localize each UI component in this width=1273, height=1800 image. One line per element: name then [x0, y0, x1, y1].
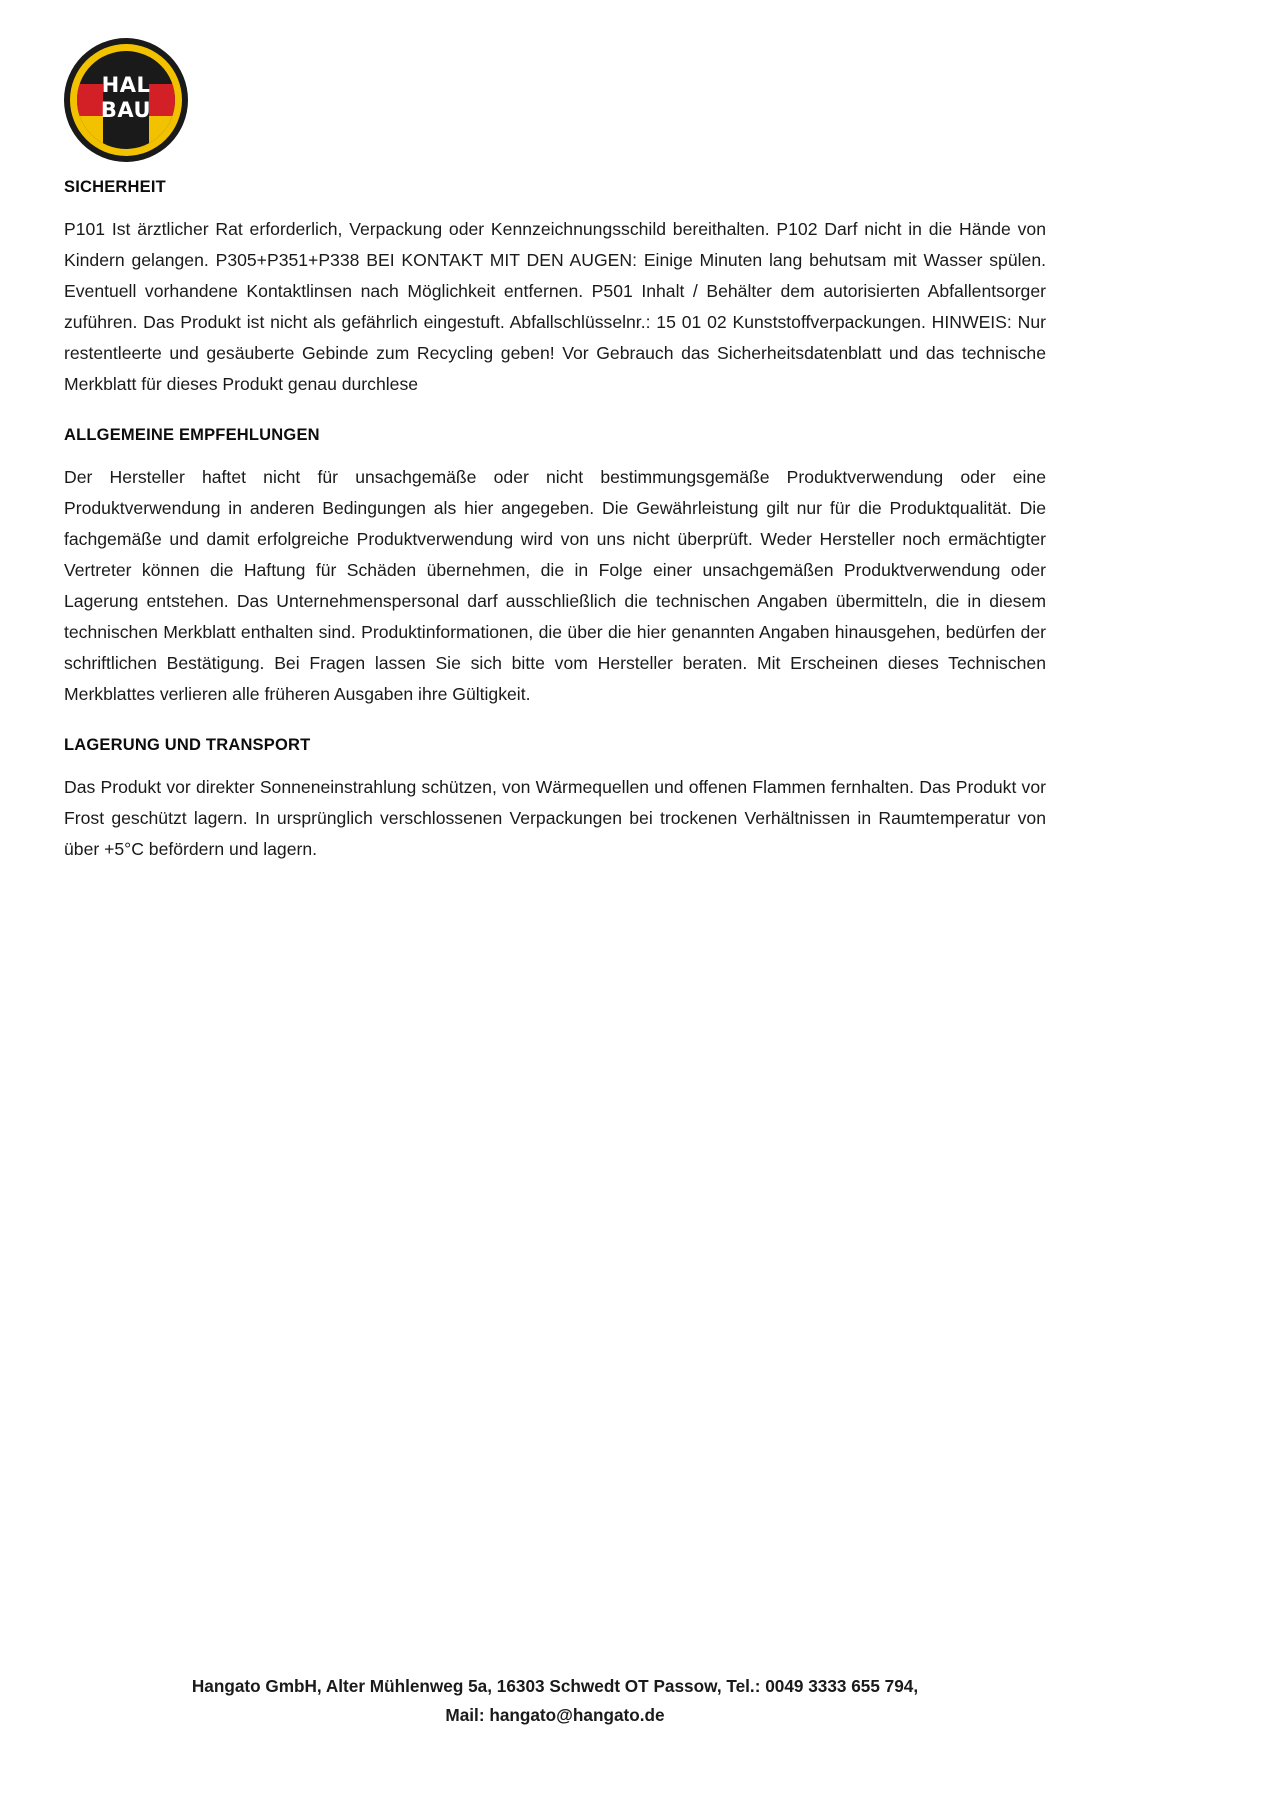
section-paragraph: P101 Ist ärztlicher Rat erforderlich, Verpackung oder Kennzeichnungsschild bereithalten. P102 Darf nicht in die Hände von Kindern gelangen. P305+P351+P338 BEI KONTAKT MIT DEN AUGEN: Einige Minuten lang behutsam mit Wasser spülen. Eventuell vorhandene Kontaktlinsen nach Möglichkeit entfernen. P501 Inhalt / Behälter dem autorisierten Abfallentsorger zuführen. Das Produkt ist nicht als gefährlich eingestuft. Abfallschlüsselnr.: 15 01 02 Kunststoffverpackungen. HINWEIS: Nur restentleerte und gesäuberte Gebinde zum Recycling geben! Vor Gebrauch das Sicherheitsdatenblatt und das technische Merkblatt für dieses Produkt genau durchlese	[64, 219, 1046, 394]
footer-email: Mail: hangato@hangato.de	[445, 1705, 665, 1725]
page-footer	[64, 1672, 1046, 1730]
footer-address: Hangato GmbH, Alter Mühlenweg 5a, 16303 Schwedt OT Passow, Tel.: 0049 3333 655 794,	[191, 1676, 919, 1696]
company-logo	[64, 38, 188, 162]
section-heading: LAGERUNG UND TRANSPORT	[64, 736, 311, 754]
section-lagerung-und-transport	[64, 736, 1046, 865]
section-allgemeine-empfehlungen	[64, 426, 1046, 710]
logo-text	[77, 73, 175, 123]
logo-text-line2: BAU	[100, 98, 152, 122]
section-heading: ALLGEMEINE EMPFEHLUNGEN	[64, 426, 320, 444]
section-heading: SICHERHEIT	[64, 178, 166, 196]
section-paragraph: Der Hersteller haftet nicht für unsachgemäße oder nicht bestimmungsgemäße Produktverwendung oder eine Produktverwendung in anderen Bedingungen als hier angegeben. Die Gewährleistung gilt nur für die Produktqualität. Die fachgemäße und damit erfolgreiche Produktverwendung wird von uns nicht überprüft. Weder Hersteller noch ermächtigter Vertreter können die Haftung für Schäden übernehmen, die in Folge einer unsachgemäßen Produktverwendung oder Lagerung entstehen. Das Unternehmenspersonal darf ausschließlich die technischen Angaben übermitteln, die in diesem technischen Merkblatt enthalten sind. Produktinformationen, die über die hier genannten Angaben hinausgehen, bedürfen der schriftlichen Bestätigung. Bei Fragen lassen Sie sich bitte vom Hersteller beraten. Mit Erscheinen dieses Technischen Merkblattes verlieren alle früheren Ausgaben ihre Gültigkeit.	[64, 467, 1046, 704]
document-content	[64, 178, 1046, 865]
logo-inner-disc	[77, 51, 175, 149]
section-paragraph: Das Produkt vor direkter Sonneneinstrahlung schützen, von Wärmequellen und offenen Flammen fernhalten. Das Produkt vor Frost geschützt lagern. In ursprünglich verschlossenen Verpackungen bei trockenen Verhältnissen in Raumtemperatur von über +5°C befördern und lagern.	[64, 777, 1046, 859]
section-sicherheit	[64, 178, 1046, 400]
logo-text-line1: HAL	[101, 73, 151, 97]
